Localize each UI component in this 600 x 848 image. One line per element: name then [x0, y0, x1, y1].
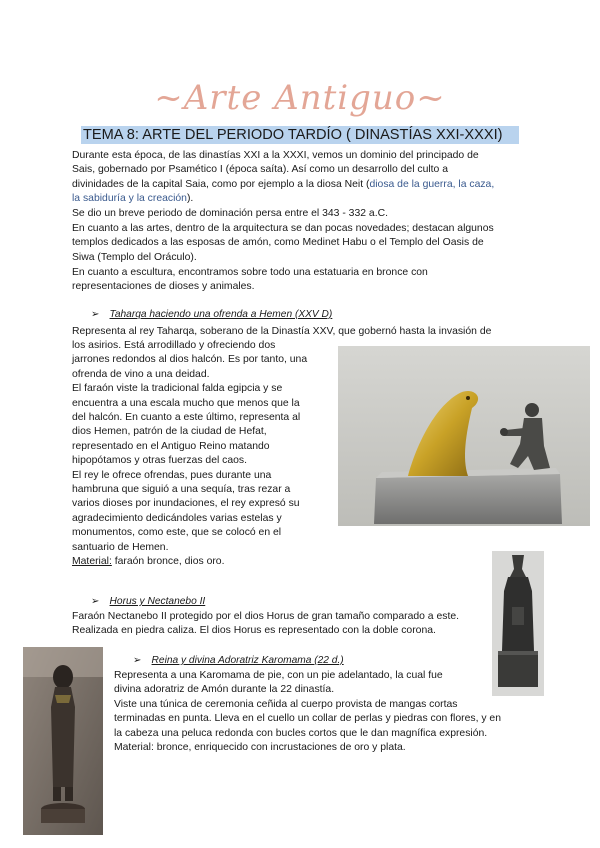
- text-line: divinidades de la capital Saia, como por ejemplo a la diosa Neit (diosa de la guerra, la caza,: [72, 178, 495, 190]
- text-line: Material: bronce, enriquecido con incrustaciones de oro y plata.: [114, 742, 406, 754]
- text-line: representaciones de dioses y animales.: [72, 281, 255, 293]
- text-line: Viste una túnica de ceremonia ceñida al cuerpo provista de mangas cortas: [114, 698, 458, 710]
- highlight-text: diosa de la guerra, la caza,: [369, 178, 495, 190]
- text-line: ofrenda de vino a una deidad.: [72, 368, 210, 380]
- intro-paragraph-3: [72, 222, 542, 265]
- text-line: representado en el Antiguo Reino matando: [72, 440, 270, 452]
- page-title: ~Arte Antiguo~: [154, 78, 446, 118]
- text-line: El rey le ofrece ofrendas, pues durante una: [72, 469, 272, 481]
- text-line: En cuanto a las artes, dentro de la arquitectura se dan pocas novedades; destacan algunos: [72, 223, 494, 234]
- bullet-karomama: ➢ Reina y divina Adoratriz Karomama (22 d.): [133, 655, 344, 666]
- taharqa-description: [72, 339, 327, 570]
- arrow-bullet-icon: ➢: [133, 655, 142, 666]
- text-line: En cuanto a escultura, encontramos sobre todo una estatuaria en bronce con: [72, 267, 428, 278]
- material-line: Material: faraón bronce, dios oro.: [72, 556, 225, 568]
- text-line: jarrones redondos al dios halcón. Es por tanto, una: [72, 354, 308, 366]
- taharqa-line-1: Representa al rey Taharqa, soberano de la Dinastía XXV, que gobernó hasta la invasión de: [72, 326, 492, 337]
- arrow-bullet-icon: ➢: [91, 309, 100, 320]
- text-line: dios Hemen, patrón de la ciudad de Hefat,: [72, 426, 267, 438]
- text-line: la sabiduría y la creación).: [72, 193, 194, 205]
- text-line: los asirios. Está arrodillado y ofreciendo dos: [72, 340, 276, 351]
- text-line: del halcón. En cuanto a este último, representa al: [72, 412, 301, 424]
- text-line: El faraón viste la tradicional falda egipcia y se: [72, 383, 283, 395]
- text-line: Sais, gobernado por Psamético I (época saíta). Así como un desarrollo del culto a: [72, 164, 449, 176]
- text-line: Realizada en piedra caliza. El dios Horus es representado con la doble corona.: [72, 625, 436, 637]
- text-line: la cabeza una peluca redonda con bucles cortos que le dan magnífica expresión.: [114, 727, 488, 739]
- text-line: encuentra a una escala mucho que menos que la: [72, 397, 300, 409]
- text-line: terminadas en punta. Lleva en el cuello un collar de perlas y piedras con flores, y en: [114, 713, 501, 725]
- text-line: templos dedicados a las esposas de amón, como Medinet Habu o el Templo del Oasis de: [72, 237, 484, 249]
- text-line: hambruna que siguió a una sequía, tras rezar a: [72, 484, 291, 496]
- text-line: Durante esta época, de las dinastías XXI a la XXXI, vemos un dominio del principado de: [72, 150, 479, 161]
- intro-paragraph-4: [72, 266, 532, 295]
- text-line: santuario de Hemen.: [72, 541, 169, 553]
- section-heading: TEMA 8: ARTE DEL PERIODO TARDÍO ( DINASTÍAS XXI-XXXI): [81, 126, 519, 144]
- intro-paragraph-1: [72, 149, 532, 207]
- text-line: Faraón Nectanebo II protegido por el dios Horus de gran tamaño comparado a este.: [72, 611, 459, 622]
- text-line: monumentos, como este, que se colocó en el: [72, 527, 282, 539]
- taharqa-statue-image: [338, 346, 590, 526]
- text-line: hipopótamos y otras fuerzas del caos.: [72, 455, 248, 467]
- text-line: varios dioses por inundaciones, el rey expresó su: [72, 498, 300, 510]
- text-line: divina adoratriz de Amón durante la 22 dinastía.: [114, 684, 335, 696]
- text-line: agradecimiento dedicándoles varias estelas y: [72, 512, 282, 524]
- text-line: Representa a una Karomama de pie, con un pie adelantado, la cual fue: [114, 670, 443, 681]
- intro-paragraph-2: Se dio un breve periodo de dominación persa entre el 343 - 332 a.C.: [72, 208, 388, 219]
- bullet-horus: ➢ Horus y Nectanebo II: [91, 596, 206, 607]
- text-line: Siwa (Templo del Oráculo).: [72, 251, 197, 263]
- karomama-statue-image: [23, 647, 103, 835]
- highlight-text: la sabiduría y la creación: [72, 193, 187, 205]
- karomama-description: [114, 669, 534, 755]
- horus-description: [72, 610, 492, 639]
- bullet-taharqa: ➢ Taharqa haciendo una ofrenda a Hemen (XXV D): [91, 309, 333, 320]
- arrow-bullet-icon: ➢: [91, 596, 100, 607]
